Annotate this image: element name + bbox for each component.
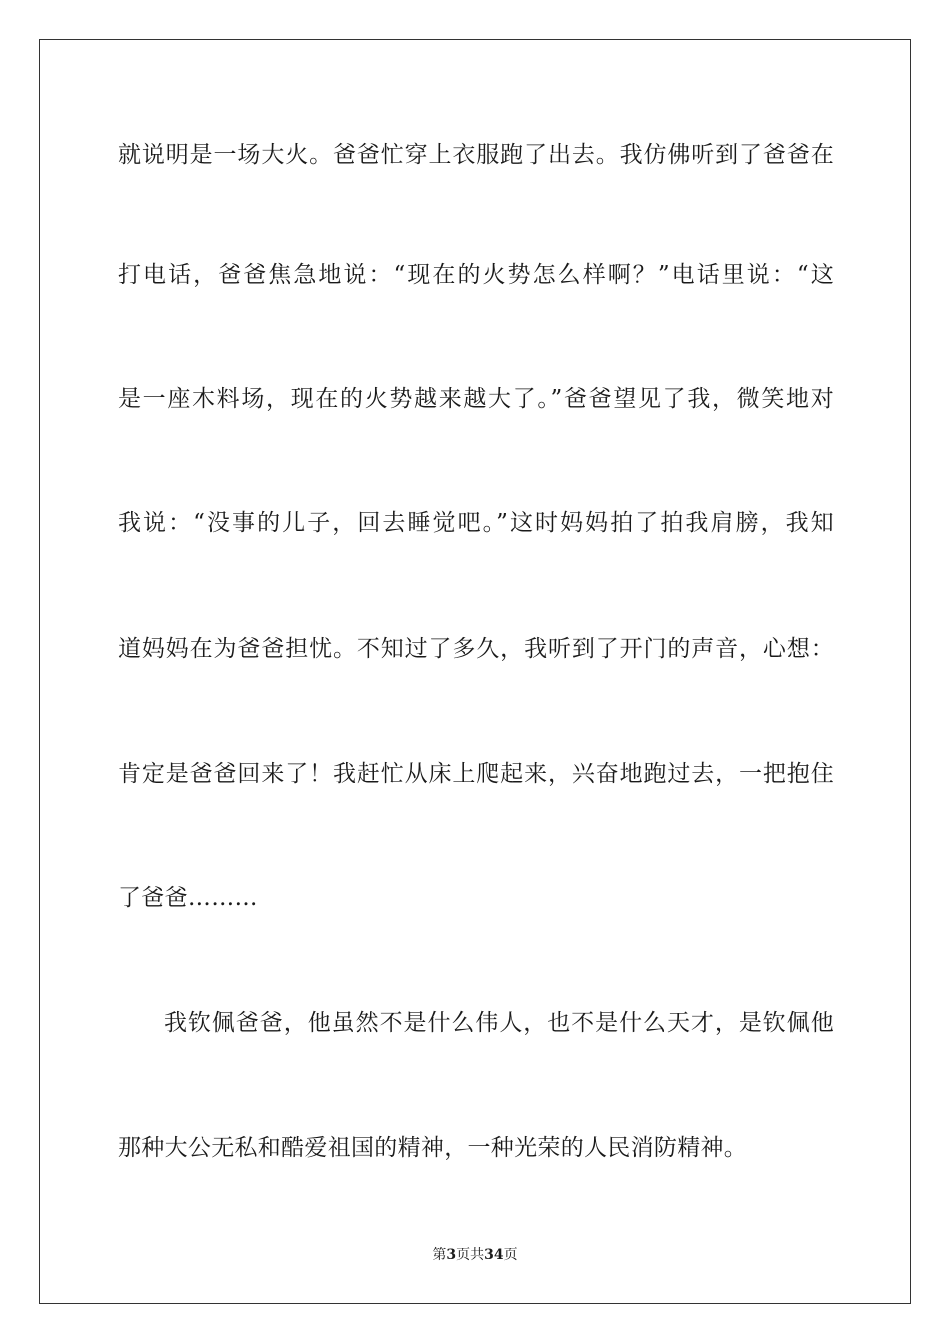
body-text-line-4: 我说：“没事的儿子，回去睡觉吧。”这时妈妈拍了拍我肩膀，我知 [118,510,834,536]
body-text-line-5: 道妈妈在为爸爸担忧。不知过了多久，我听到了开门的声音，心想： [118,636,834,662]
page-border [39,39,911,1304]
total-prefix: 共 [470,1247,485,1263]
page-footer [0,1245,950,1265]
body-text-line-9: 那种大公无私和酷爱祖国的精神，一种光荣的人民消防精神。 [118,1135,748,1161]
page-suffix: 页 [456,1247,471,1263]
body-text-line-6: 肯定是爸爸回来了！我赶忙从床上爬起来，兴奋地跑过去，一把抱住 [118,761,834,787]
page-number: 3 [446,1247,457,1263]
body-text-line-2: 打电话，爸爸焦急地说：“现在的火势怎么样啊？”电话里说：“这 [118,262,834,288]
body-text-line-7: 了爸爸……… [118,885,258,911]
total-suffix: 页 [503,1247,518,1263]
page-prefix: 第 [432,1247,447,1263]
body-text-line-3: 是一座木料场，现在的火势越来越大了。”爸爸望见了我，微笑地对 [118,386,834,412]
paragraph-first-line: 我钦佩爸爸，他虽然不是什么伟人，也不是什么天才，是钦佩他 [164,1010,834,1036]
total-pages: 34 [484,1247,504,1263]
body-text-line-1: 就说明是一场大火。爸爸忙穿上衣服跑了出去。我仿佛听到了爸爸在 [118,142,834,168]
